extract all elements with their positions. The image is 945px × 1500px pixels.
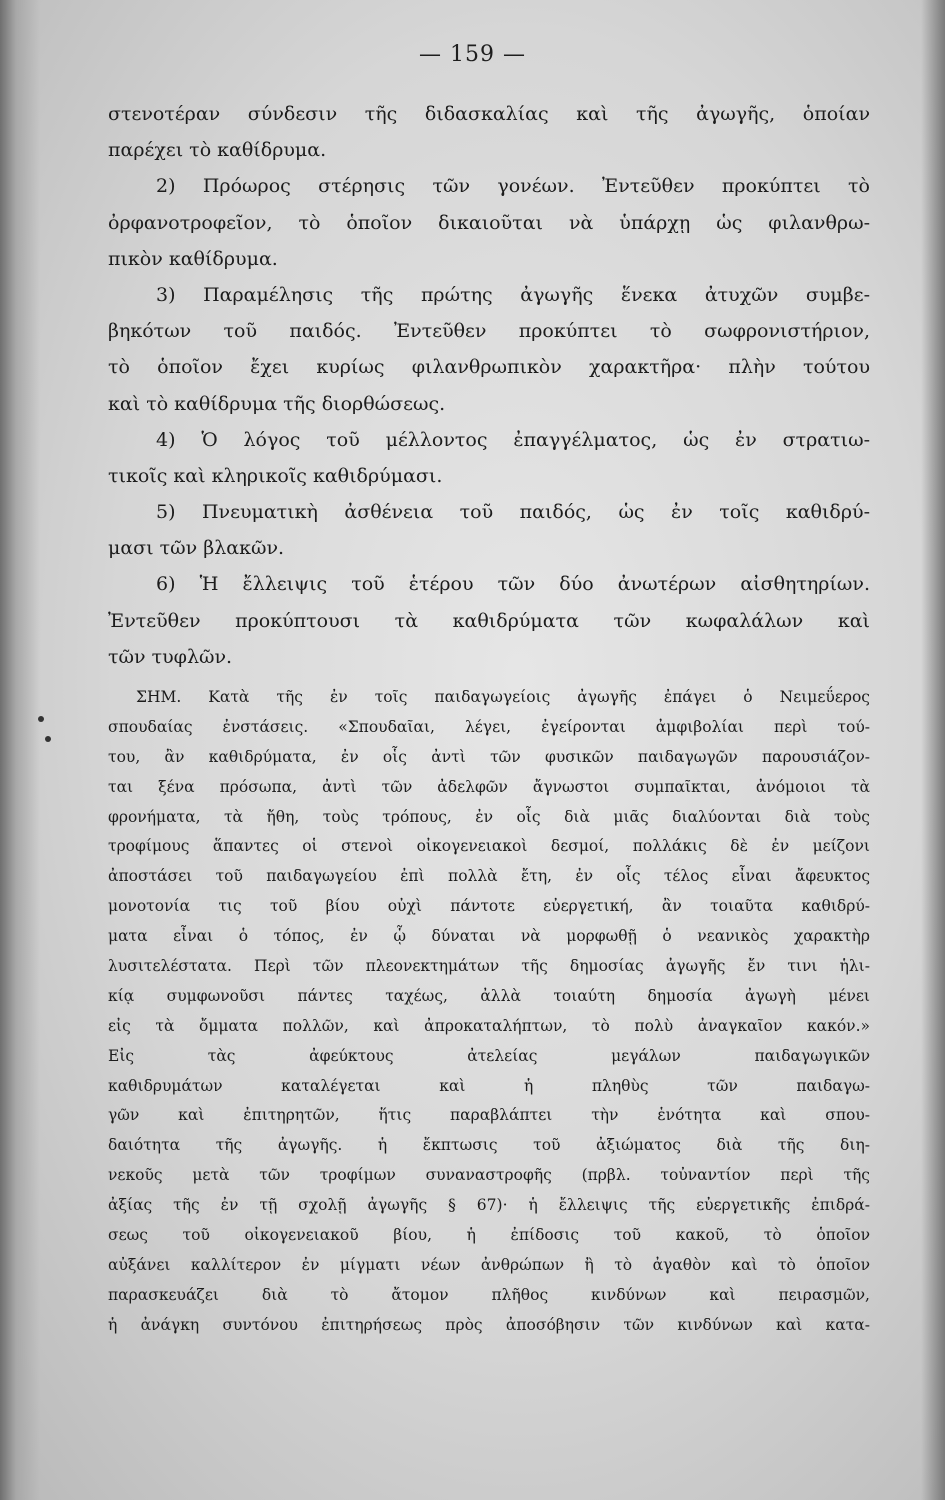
note-line: σπουδαίας ἐνστάσεις. «Σπουδαῖαι, λέγει, ἐγείρονται ἀμφιβολίαι περὶ τού- bbox=[108, 717, 870, 736]
text-line: τικοῖς καὶ κληρικοῖς καθιδρύμασι. bbox=[108, 464, 443, 487]
note-line: δαιότητα τῆς ἀγωγῆς. ἡ ἔκπτωσις τοῦ ἀξιώματος διὰ τῆς διη- bbox=[108, 1136, 870, 1155]
note-line: ματα εἶναι ὁ τόπος, ἐν ᾧ δύναται νὰ μορφωθῇ ὁ νεανικὸς χαρακτὴρ bbox=[108, 927, 870, 946]
note-line: ται ξένα πρόσωπα, ἀντὶ τῶν ἀδελφῶν ἄγνωστοι συμπαῖκται, ἀνόμοιοι τὰ bbox=[108, 777, 870, 796]
text-line: 2) Πρόωρος στέρησις τῶν γονέων. Ἐντεῦθεν προκύπτει τὸ bbox=[156, 175, 870, 198]
note-line: τροφίμους ἅπαντες οἱ στενοὶ οἰκογενειακοὶ δεσμοί, πολλάκις δὲ ἐν μείζονι bbox=[108, 837, 870, 856]
note-line: μονοτονία τις τοῦ βίου οὐχὶ πάντοτε εὐεργετική, ἂν τοιαῦτα καθιδρύ- bbox=[108, 897, 870, 916]
note-text bbox=[108, 683, 870, 1341]
note-line: παρασκευάζει διὰ τὸ ἄτομον πλῆθος κινδύνων καὶ πειρασμῶν, bbox=[108, 1285, 870, 1304]
text-line: πικὸν καθίδρυμα. bbox=[108, 247, 278, 270]
note-line: ἡ ἀνάγκη συντόνου ἐπιτηρήσεως πρὸς ἀποσόβησιν τῶν κινδύνων καὶ κατα- bbox=[108, 1315, 870, 1334]
page-number: — 159 — bbox=[419, 42, 526, 67]
text-line: μασι τῶν βλακῶν. bbox=[108, 537, 285, 560]
text-line: 5) Πνευματικὴ ἀσθένεια τοῦ παιδός, ὡς ἐν τοῖς καθιδρύ- bbox=[156, 501, 870, 524]
note-line: καθιδρυμάτων καταλέγεται καὶ ἡ πληθὺς τῶν παιδαγω- bbox=[108, 1076, 870, 1095]
main-text bbox=[108, 96, 870, 675]
note-line: του, ἂν καθιδρύματα, ἐν οἷς ἀντὶ τῶν φυσικῶν παιδαγωγῶν παρουσιάζον- bbox=[108, 747, 870, 766]
text-line: τὸ ὁποῖον ἔχει κυρίως φιλανθρωπικὸν χαρακτῆρα· πλὴν τούτου bbox=[108, 356, 870, 379]
page-right-shadow bbox=[921, 0, 945, 1500]
note-line: γῶν καὶ ἐπιτηρητῶν, ἥτις παραβλάπτει τὴν ἑνότητα καὶ σπου- bbox=[108, 1106, 870, 1125]
note-line: ΣΗΜ. Κατὰ τῆς ἐν τοῖς παιδαγωγείοις ἀγωγῆς ἐπάγει ὁ Νειμεΰερος bbox=[136, 688, 870, 706]
body-text bbox=[108, 96, 870, 1341]
note-line: σεως τοῦ οἰκογενειακοῦ βίου, ἡ ἐπίδοσις τοῦ κακοῦ, τὸ ὁποῖον bbox=[108, 1226, 870, 1245]
text-line: 4) Ὁ λόγος τοῦ μέλλοντος ἐπαγγέλματος, ὡς ἐν στρατιω- bbox=[156, 428, 870, 451]
note-line: κίᾳ συμφωνοῦσι πάντες ταχέως, ἀλλὰ τοιαύτη δημοσία ἀγωγὴ μένει bbox=[108, 986, 870, 1005]
text-line: Ἐντεῦθεν προκύπτουσι τὰ καθιδρύματα τῶν κωφαλάλων καὶ bbox=[108, 609, 870, 632]
text-line: στενοτέραν σύνδεσιν τῆς διδασκαλίας καὶ τῆς ἀγωγῆς, ὁποίαν bbox=[108, 103, 870, 125]
text-line: βηκότων τοῦ παιδός. Ἐντεῦθεν προκύπτει τὸ σωφρονιστήριον, bbox=[108, 320, 870, 343]
ink-spot bbox=[38, 716, 44, 722]
text-line: 3) Παραμέλησις τῆς πρώτης ἀγωγῆς ἕνεκα ἀτυχῶν συμβε- bbox=[156, 283, 870, 306]
note-line: αὐξάνει καλλίτερον ἐν μίγματι νέων ἀνθρώπων ἢ τὸ ἀγαθὸν καὶ τὸ ὁποῖον bbox=[108, 1255, 870, 1274]
text-line: καὶ τὸ καθίδρυμα τῆς διορθώσεως. bbox=[108, 392, 446, 415]
note-line: φρονήματα, τὰ ἤθη, τοὺς τρόπους, ἐν οἷς διὰ μιᾶς διαλύονται διὰ τοὺς bbox=[108, 807, 870, 826]
note-line: ἀξίας τῆς ἐν τῇ σχολῇ ἀγωγῆς § 67)· ἡ ἔλλειψις τῆς εὐεργετικῆς ἐπιδρά- bbox=[108, 1196, 870, 1215]
text-line: 6) Ἡ ἔλλειψις τοῦ ἑτέρου τῶν δύο ἀνωτέρων αἰσθητηρίων. bbox=[156, 573, 870, 596]
text-line: παρέχει τὸ καθίδρυμα. bbox=[108, 139, 327, 162]
note-line: Εἰς τὰς ἀφεύκτους ἀτελείας μεγάλων παιδαγωγικῶν bbox=[108, 1046, 870, 1065]
note-line: ἀποστάσει τοῦ παιδαγωγείου ἐπὶ πολλὰ ἔτη, ἐν οἷς τέλος εἶναι ἄφευκτος bbox=[108, 867, 870, 886]
note-line: νεκοῦς μετὰ τῶν τροφίμων συναναστροφῆς (πρβλ. τοὐναντίον περὶ τῆς bbox=[108, 1166, 870, 1185]
text-line: ὀρφανοτροφεῖον, τὸ ὁποῖον δικαιοῦται νὰ ὑπάρχῃ ὡς φιλανθρω- bbox=[108, 211, 870, 234]
note-line: εἰς τὰ ὄμματα πολλῶν, καὶ ἀπροκαταλήπτων, τὸ πολὺ ἀναγκαῖον κακόν.» bbox=[108, 1016, 870, 1035]
page-left-shadow bbox=[0, 0, 40, 1500]
note-line: λυσιτελέστατα. Περὶ τῶν πλεονεκτημάτων τῆς δημοσίας ἀγωγῆς ἔν τινι ἡλι- bbox=[108, 957, 870, 976]
text-line: τῶν τυφλῶν. bbox=[108, 645, 233, 668]
ink-spot bbox=[45, 736, 51, 742]
